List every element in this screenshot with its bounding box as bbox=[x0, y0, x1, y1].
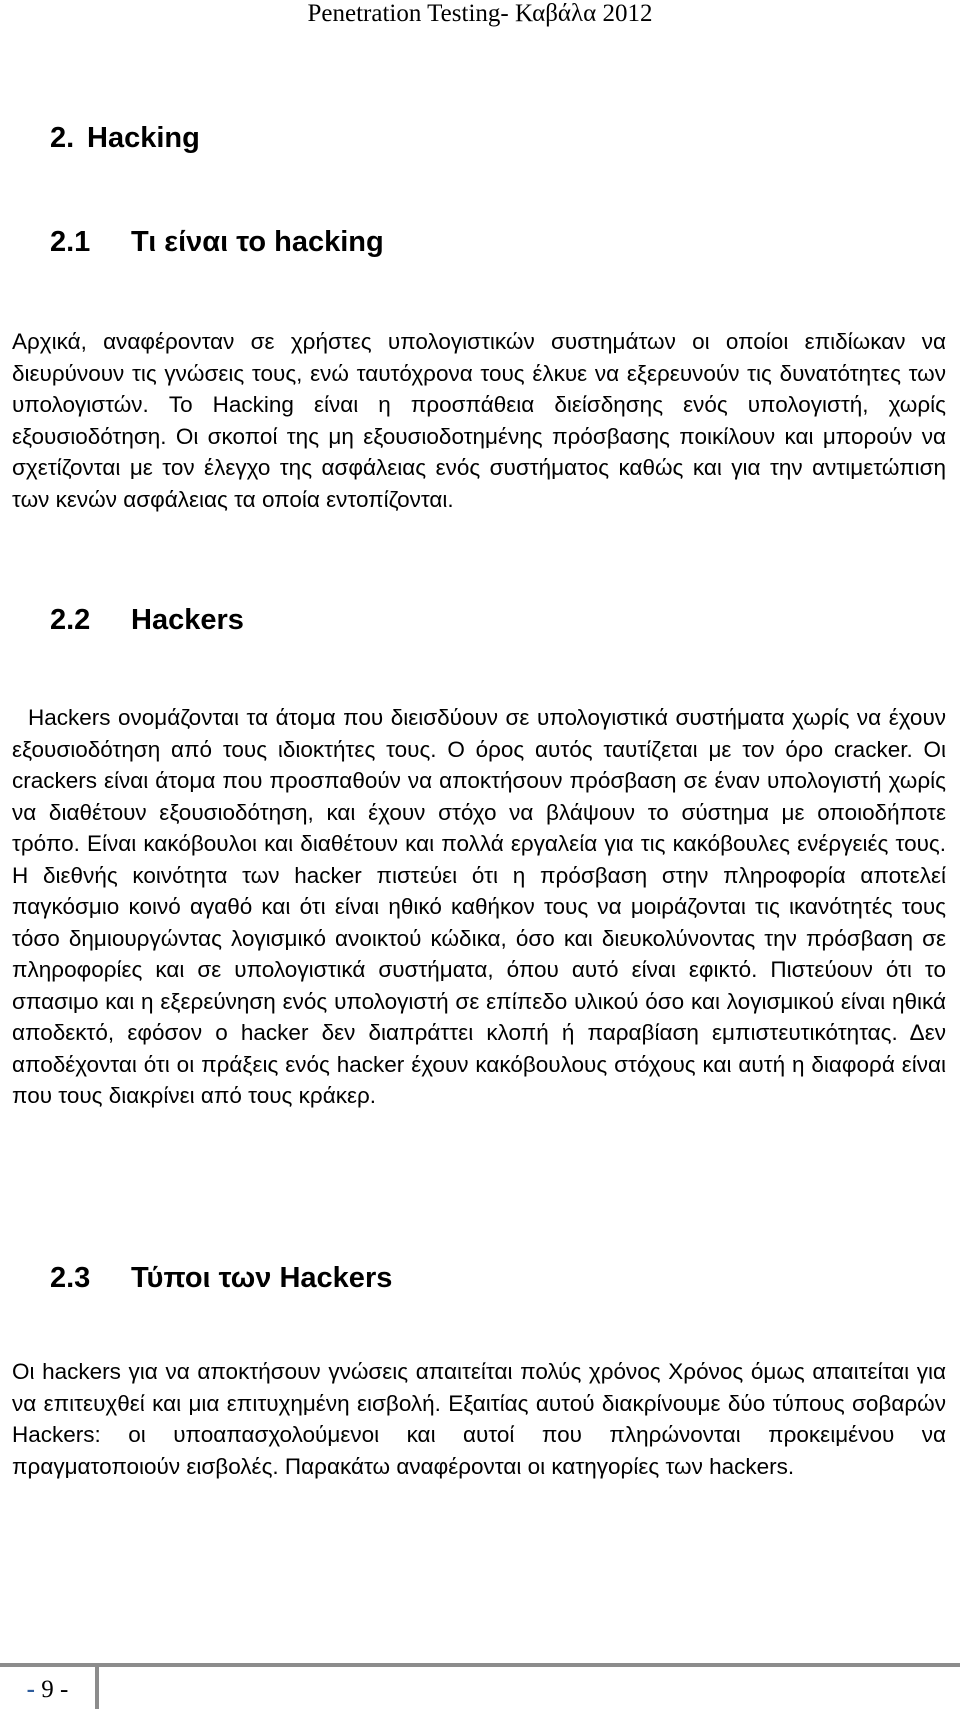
section-paragraph-2-3: Οι hackers για να αποκτήσουν γνώσεις απαιτείται πολύς χρόνος Χρόνος όμως απαιτείται για να επιτευχθεί και μια επιτυχημένη εισβολή. Εξαιτίας αυτού διακρίνουμε δύο τύπους σοβαρών Hackers: οι υποαπασχολούμενοι και αυτοί που πληρώνονται προκειμένου να πραγματοποιούν εισβολές. Παρακάτω αναφέρονται οι κατηγορίες των hackers. bbox=[12, 1359, 946, 1479]
section-title: Hackers bbox=[131, 604, 244, 636]
section-number: 2.3 bbox=[50, 1262, 91, 1294]
section-heading-2-3 bbox=[50, 1261, 392, 1295]
footer-divider bbox=[95, 1663, 99, 1709]
section-number: 2.2 bbox=[50, 604, 91, 636]
page-number-value: 9 - bbox=[41, 1676, 69, 1703]
page-number bbox=[0, 1676, 95, 1704]
section-number: 2.1 bbox=[50, 226, 91, 258]
section-heading-2-2 bbox=[50, 603, 244, 637]
running-header: Penetration Testing- Καβάλα 2012 bbox=[307, 0, 653, 27]
section-title: Τι είναι το hacking bbox=[131, 226, 384, 258]
section-paragraph-2-1: Αρχικά, αναφέρονταν σε χρήστες υπολογιστικών συστημάτων οι οποίοι επιδίωκαν να διευρύνουν τις γνώσεις τους, ενώ ταυτόχρονα τους έλκυε να εξερευνούν τις δυνατότητες των υπολογιστών. To Hacking είναι η προσπάθεια διείσδησης ενός υπολογιστή, χωρίς εξουσιοδότηση. Οι σκοποί της μη εξουσιοδοτημένης πρόσβασης ποικίλουν και μπορούν να σχετίζονται με τον έλεγχο της ασφάλειας ενός συστήματος καθώς και για την αντιμετώπιση των κενών ασφάλειας τα οποία εντοπίζονται. bbox=[12, 329, 946, 512]
section-heading-2-1 bbox=[50, 225, 384, 259]
section-number: 2. bbox=[50, 122, 75, 154]
page-number-dash: - bbox=[26, 1676, 35, 1703]
section-title: Τύποι των Hackers bbox=[131, 1262, 393, 1294]
section-heading-2 bbox=[50, 121, 200, 155]
section-title: Hacking bbox=[87, 122, 200, 154]
section-paragraph-2-2: Hackers ονομάζονται τα άτομα που διεισδύουν σε υπολογιστικά συστήματα χωρίς να έχουν εξουσιοδότηση από τους ιδιοκτήτες τους. Ο όρος αυτός ταυτίζεται με τον όρο cracker. Οι crackers είναι άτομα που προσπαθούν να αποκτήσουν πρόσβαση σε έναν υπολογιστή χωρίς να διαθέτουν εξουσιοδότηση, και έχουν στόχο να βλάψουν το σύστημα με οποιοδήποτε τρόπο. Είναι κακόβουλοι και διαθέτουν και πολλά εργαλεία για τις κακόβουλες ενέργειές τους. Η διεθνής κοινότητα των hacker πιστεύει ότι η πρόσβαση στην πληροφορία αποτελεί παγκόσμιο κοινό αγαθό και ότι είναι ηθικό καθήκον τους να μοιράζονται τις ικανότητές τους τόσο δημιουργώντας λογισμικό ανοικτού κώδικα, όσο και διευκολύνοντας την πρόσβαση σε πληροφορίες και σε υπολογιστικά συστήματα, όπου αυτό είναι εφικτό. Πιστεύουν ότι το σπασιμο και η εξερεύνηση ενός υπολογιστή σε επίπεδο υλικού όσο και λογισμικού είναι ηθικά αποδεκτό, εφόσον ο hacker δεν διαπράττει κλοπή ή παραβίαση εμπιστευτικότητας. Δεν αποδέχονται ότι οι πράξεις ενός hacker έχουν κακόβουλους στόχους και αυτή η διαφορά είναι που τους διακρίνει από τους κράκερ. bbox=[12, 705, 946, 1108]
footer-rule bbox=[0, 1663, 960, 1667]
